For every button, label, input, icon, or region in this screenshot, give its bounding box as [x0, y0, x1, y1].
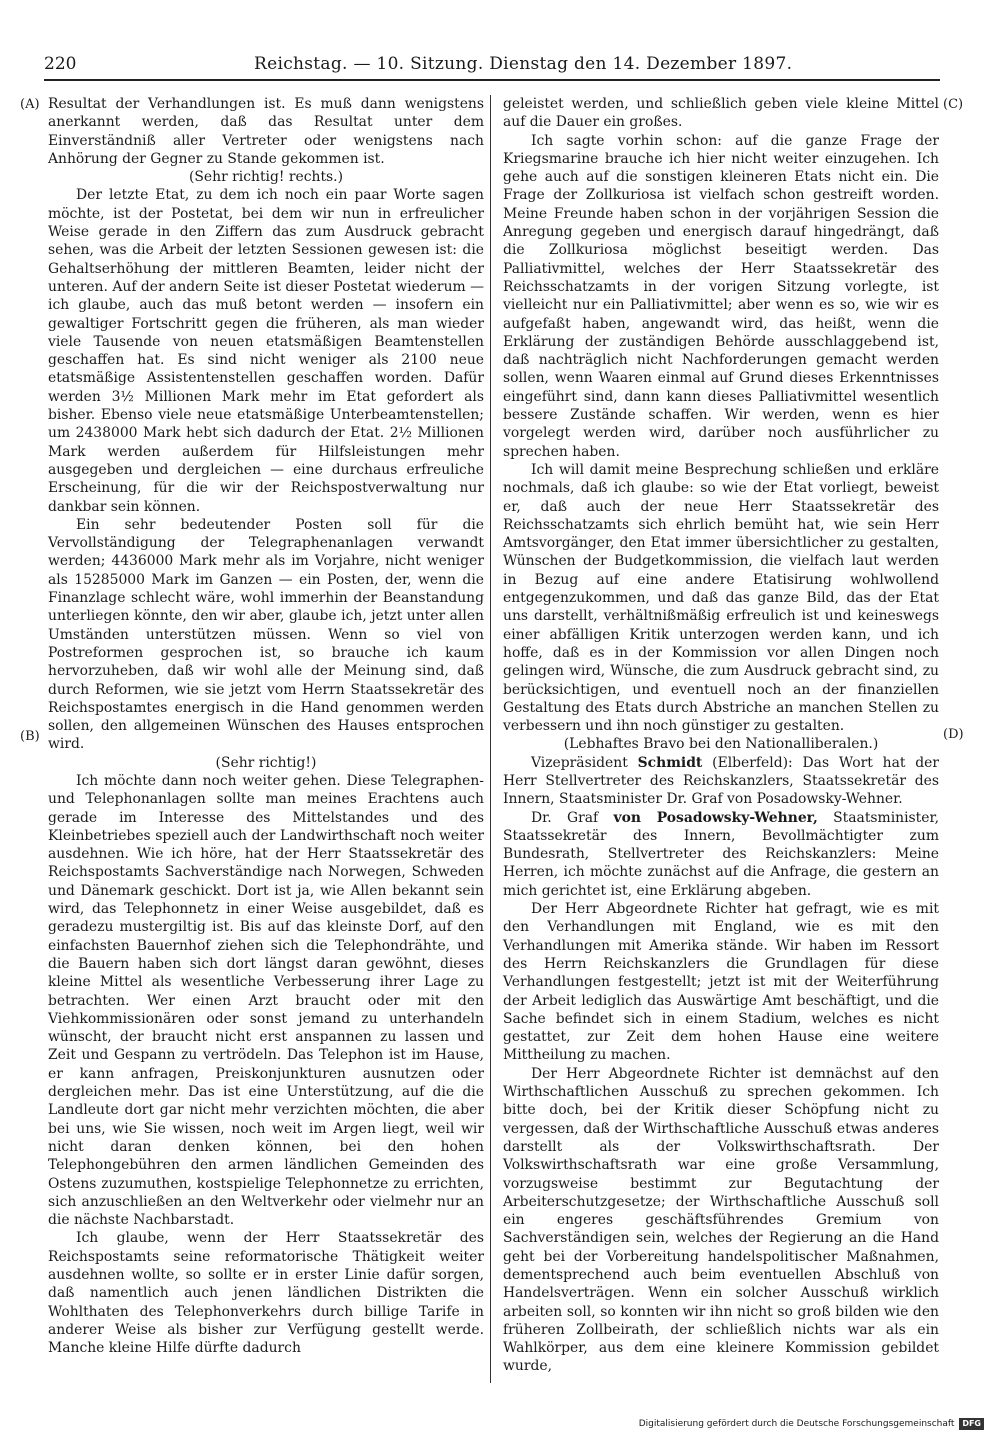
- paragraph: Ein sehr bedeutender Posten soll für die Vervollständigung der Telegraphenanlagen verwandt werden; 4436000 Mark mehr als im Vorjahre, nicht weniger als 15285000 Mark im Ganzen — ein Posten, der, wenn die Finanzlage schlecht wäre, wohl immerhin der Beanstandung unterliegen könnte, den wir aber, glaube ich, jetzt unter allen Umständen unterstützen müssen. Wenn so viel von Postreformen gesprochen ist, so brauche ich kaum hervorzuheben, daß wir wohl alle der Meinung sind, daß durch Reformen, wie sie jetzt vom Herrn Staatssekretär des Reichspostamtes energisch in die Hand genommen werden sollen, den allgemeinen Wünschen des Hauses entsprochen wird.: [48, 516, 484, 753]
- paragraph: Der letzte Etat, zu dem ich noch ein paar Worte sagen möchte, ist der Postetat, bei dem wir nun in erfreulicher Weise gerade in den Ziffern das zum Ausdruck gebracht sehen, was die Arbeit der letzten Sessionen gewesen ist: die Gehaltserhöhung der mittleren Beamten, leider nicht der unteren. Auf der andern Seite ist dieser Postetat wiederum — ich glaube, auch das muß betont werden — insofern ein gewaltiger Fortschritt gegen die früheren, als man wieder viele Tausende von neuen etatsmäßigen Beamtenstellen geschaffen hat. Es sind nicht weniger als 2100 neue etatsmäßige Assistentenstellen geschaffen worden. Dafür werden 3½ Millionen Mark mehr im Etat gefordert als bisher. Ebenso viele neue etatsmäßige Unterbeamtenstellen; um 2438000 Mark hebt sich dadurch der Etat. 2½ Millionen Mark werden außerdem für Hilfsleistungen mehr ausgegeben und dergleichen — eine durchaus erfreuliche Erscheinung, für die wir der Reichspostverwaltung nur dankbar sein können.: [48, 187, 484, 515]
- speaker-title: Dr. Graf: [531, 809, 599, 826]
- funding-footer: [639, 1418, 984, 1430]
- speaker-name: von Posadowsky-Wehner,: [613, 809, 818, 826]
- paragraph: Der Herr Abgeordnete Richter ist demnächst auf den Wirthschaftlichen Ausschuß zu sprechen gekommen. Ich bitte doch, bei der Kritik dieser Schöpfung nicht zu vergessen, daß der Wirthschaftliche Ausschuß etwas anderes darstellt als der Volkswirthschaftsrath. Der Volkswirthschaftsrath war eine große Versammlung, vorzugsweise bestimmt zur Begutachtung der Arbeiterschutzgesetze; der Wirthschaftliche Ausschuß soll ein engeres geschäftsführendes Gremium von Sachverständigen sein, welches der Regierung an die Hand geht bei der Vorbereitung handelspolitischer Maßnahmen, dementsprechend auch beim eventuellen Abschluß von Handelsverträgen. Wenn ein solcher Ausschuß wirklich arbeiten soll, so konnten wir ihn nicht so groß bilden wie den früheren Zollbeirath, der schließlich nichts war als ein Wahlkörper, aus dem eine kleinere Kommission gebildet wurde,: [503, 1065, 939, 1375]
- paragraph: geleistet werden, und schließlich geben viele kleine Mittel auf die Dauer ein großes.: [503, 96, 939, 131]
- speaker-paragraph: [503, 754, 939, 809]
- speaker-paragraph: [503, 809, 939, 900]
- running-title: Reichstag. — 10. Sitzung. Dienstag den 14. Dezember 1897.: [254, 54, 793, 74]
- margin-marker-a: (A): [20, 97, 40, 112]
- paragraph: Der Herr Abgeordnete Richter hat gefragt, wie es mit den Verhandlungen mit England, wie es mit den Verhandlungen mit Amerika stände. Wir haben im Ressort des Herrn Reichskanzlers die Grundlagen für diese Verhandlungen festgestellt; jetzt ist mit der Weiterführung der Arbeit lediglich das Auswärtige Amt beschäftigt, und die Sache befindet sich in einem Stadium, welches es nicht gestattet, zur Zeit dem hohen Hause eine weitere Mittheilung zu machen.: [503, 901, 939, 1064]
- header-rule: [44, 79, 940, 81]
- page-header: [44, 52, 940, 76]
- left-column: [48, 95, 484, 1357]
- paragraph: Ich will damit meine Besprechung schließen und erkläre nochmals, daß ich glaube: so wie der Etat vorliegt, beweist er, daß auch der neue Herr Staatssekretär des Reichsschatzamts sich ehrlich bemüht hat, wie sein Herr Amtsvorgänger, den Etat immer übersichtlicher zu gestalten, Wünschen der Budgetkommission, die vielfach laut werden in Bezug auf eine andere Etatisirung wohlwollend entgegenzukommen, und daß das ganze Bild, das der Etat uns darstellt, verhältnißmäßig erfreulich ist und keineswegs einer abfälligen Kritik unterzogen werden kann, und ich hoffe, daß es in der Kommission vor allen Dingen noch gelingen wird, Wünsche, die zum Ausdruck gebracht sind, zu berücksichtigen, und eventuell noch an der finanziellen Gestaltung des Etats durch Abstriche an manchen Stellen zu verbessern und ihn noch günstiger zu gestalten.: [503, 461, 939, 735]
- paragraph: Resultat der Verhandlungen ist. Es muß dann wenigstens anerkannt werden, daß das Resultat unter dem Einverständniß aller Vertreter oder wenigstens nach Anhörung der Gegner zu Stande gekommen ist.: [48, 96, 484, 167]
- page-number: 220: [44, 54, 77, 74]
- speaker-name: Schmidt: [637, 754, 703, 771]
- interjection: (Sehr richtig! rechts.): [188, 169, 343, 186]
- margin-marker-d: (D): [943, 727, 964, 742]
- column-divider: [490, 95, 491, 1383]
- margin-marker-b: (B): [20, 729, 40, 744]
- paragraph: Ich glaube, wenn der Herr Staatssekretär des Reichspostamts seine reformatorische Thätigkeit weiter ausdehnen wollte, so sollte er in erster Linie dafür sorgen, daß namentlich auch jenen ländlichen Distrikten die Wohlthaten des Telephonverkehrs durch billige Tarife in anderer Weise als bisher zur Verfügung gestellt werde. Manche kleine Hilfe dürfte dadurch: [48, 1230, 484, 1357]
- speaker-text: Staatsminister, Staatssekretär des Innern, Bevollmächtigter zum Bundesrath, Stellvertreter des Reichskanzlers: Meine Herren, ich möchte zunächst auf die Anfrage, die gestern an mich gerichtet ist, eine Erklärung abgeben.: [503, 809, 939, 899]
- footer-text: Digitalisierung gefördert durch die Deutsche Forschungsgemeinschaft: [638, 1419, 955, 1429]
- speaker-text: (Elberfeld): Das Wort hat der Herr Stellvertreter des Reichskanzlers, Staatssekretär des Innern, Staatsminister Dr. Graf von Posadowsky-Wehner.: [503, 754, 939, 808]
- margin-marker-c: (C): [943, 97, 964, 112]
- interjection: (Lebhaftes Bravo bei den Nationalliberalen.): [563, 736, 879, 753]
- right-column: [503, 95, 939, 1376]
- dfg-logo: DFG: [959, 1418, 984, 1430]
- interjection: (Sehr richtig!): [215, 754, 317, 771]
- paragraph: Ich sagte vorhin schon: auf die ganze Frage der Kriegsmarine brauche ich hier nicht weiter einzugehen. Ich gehe auch auf die sonstigen kleineren Etats nicht ein. Die Frage der Zollkuriosa ist vielfach schon gestreift worden. Meine Freunde haben schon in der vorjährigen Session die Anregung gegeben und energisch darauf hingedrängt, daß die Zollkuriosa möglichst beseitigt werden. Das Palliativmittel, welches der Herr Staatssekretär des Reichsschatzamts in der vorigen Sitzung vorlegte, ist vielleicht nur ein Palliativmittel; aber wenn es so, wie wir es aufgefaßt haben, angewandt wird, das heißt, wenn die Erklärung der zuständigen Behörde ausschlaggebend ist, daß nachträglich nicht Nachforderungen gemacht werden sollen, wenn Waaren einmal auf Grund dieses Erkenntnisses eingeführt sind, dann kann dieses Palliativmittel wesentlich bessere Zustände schaffen. Wir werden, wenn es hier vorgelegt werden wird, darüber noch ausführlicher zu sprechen haben.: [503, 132, 939, 460]
- paragraph: Ich möchte dann noch weiter gehen. Diese Telegraphen- und Telephonanlagen sollte man meines Erachtens auch gerade im Interesse des Mittelstandes und des Kleinbetriebes speziell auch der Landwirthschaft noch weiter ausdehnen. Wie ich höre, hat der Herr Staatssekretär des Reichspostamts Sachverständige nach Norwegen, Schweden und Dänemark geschickt. Dort ist ja, wie Allen bekannt sein wird, das Telephonnetz in einer Weise ausgebildet, daß es geradezu mustergiltig ist. Bis auf das kleinste Dorf, auf den einfachsten Bauernhof ziehen sich die Telephondrähte, und die Bauern haben sich dort längst daran gewöhnt, dieses kleine Mittel als wesentliche Verbesserung ihrer Lage zu betrachten. Wer einen Arzt braucht oder mit den Viehkommissionären oder sonst jemand zu unterhandeln wünscht, der braucht nicht erst anspannen zu lassen und Zeit und Gespann zu vertrödeln. Das Telephon ist im Hause, er kann anfragen, Preiskonjunkturen ausnutzen oder dergleichen mehr. Das ist eine Unterstützung, auf die die Landleute dort gar nicht mehr verzichten möchten, die aber bei uns, wie Sie wissen, noch weit im Argen liegt, weil wir nicht daran denken können, bei den hohen Telephongebühren den armen ländlichen Gemeinden des Ostens zuzumuthen, kostspielige Telephonnetze zu errichten, sich anzuschließen an den Weltverkehr oder vielmehr nur an die nächste Nachbarstadt.: [48, 772, 484, 1229]
- speaker-title: Vizepräsident: [531, 754, 628, 771]
